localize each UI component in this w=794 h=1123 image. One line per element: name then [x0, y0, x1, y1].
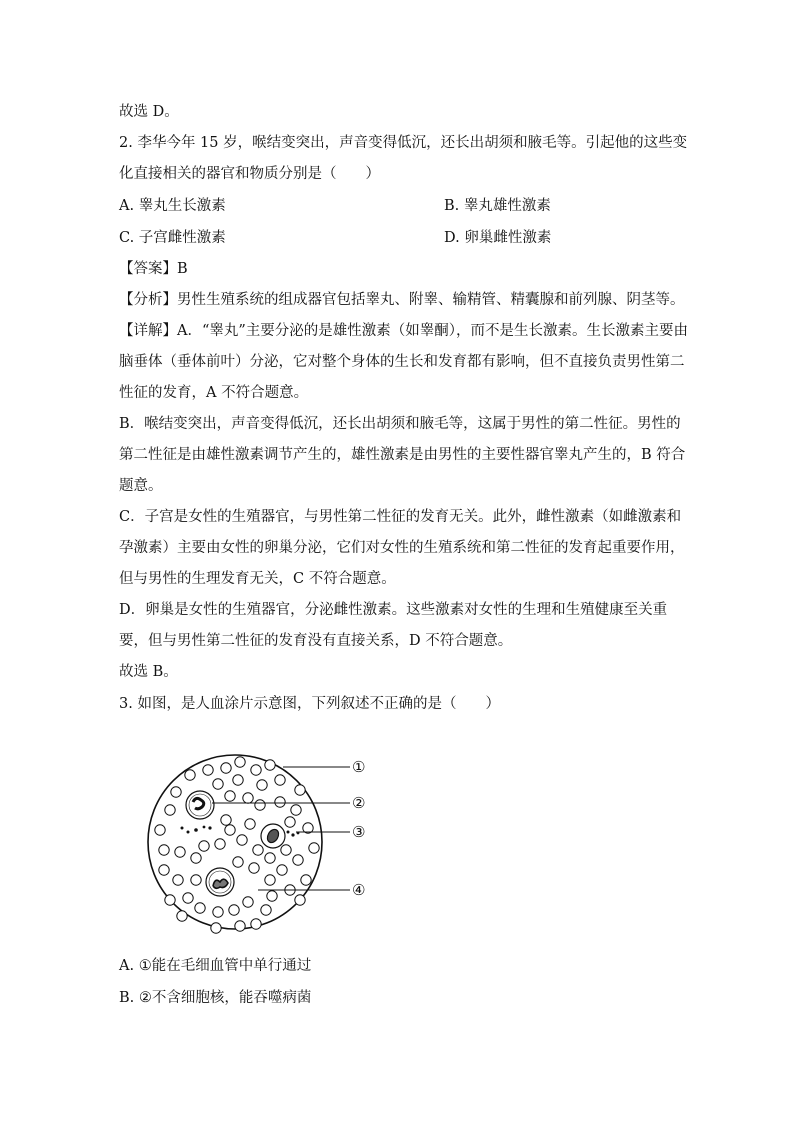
red-blood-cell — [159, 865, 169, 875]
red-blood-cell — [275, 775, 285, 785]
red-blood-cell — [261, 905, 271, 915]
q2-option-a: A. 睾丸生长激素 — [119, 198, 226, 214]
q2-option-d: D. 卵巢雌性激素 — [444, 230, 552, 246]
blood-smear-diagram — [130, 740, 390, 940]
red-blood-cell — [245, 819, 255, 829]
red-blood-cell — [213, 907, 223, 917]
q2-detail-line: D．卵巢是女性的生殖器官，分泌雌性激素。这些激素对女性的生理和生殖健康至关重 — [119, 602, 668, 618]
red-blood-cell — [191, 853, 201, 863]
red-blood-cell — [285, 817, 295, 827]
q2-analysis: 【分析】男性生殖系统的组成器官包括睾丸、附睾、输精管、精囊腺和前列腺、阴茎等。 — [119, 292, 685, 308]
red-blood-cell — [295, 895, 305, 905]
red-blood-cell — [255, 800, 265, 810]
red-blood-cell — [173, 875, 183, 885]
red-blood-cell — [165, 895, 175, 905]
q2-detail-line: 孕激素）主要由女性的卵巢分泌，它们对女性的生殖系统和第二性征的发育起重要作用， — [119, 540, 685, 556]
red-blood-cell — [301, 875, 311, 885]
red-blood-cell — [265, 875, 275, 885]
figure-label-3: ③ — [352, 823, 366, 841]
q2-option-c: C. 子宫雌性激素 — [119, 230, 226, 246]
red-blood-cell — [233, 857, 243, 867]
red-blood-cell — [211, 923, 221, 933]
red-blood-cell — [253, 845, 263, 855]
q2-detail-line: 第二性征是由雄性激素调节产生的，雄性激素是由男性的主要性器官睾丸产生的，B 符合 — [119, 447, 686, 463]
red-blood-cell — [267, 891, 277, 901]
red-blood-cell — [225, 791, 235, 801]
red-blood-cell — [195, 903, 205, 913]
q2-detail-line: C．子宫是女性的生殖器官，与男性第二性征的发育无关。此外，雌性激素（如雌激素和 — [119, 509, 682, 525]
red-blood-cell — [191, 875, 201, 885]
white-blood-cell-upper — [186, 791, 214, 819]
red-blood-cell — [237, 835, 247, 845]
white-blood-cell-lower — [206, 868, 234, 896]
q1-conclusion: 故选 D。 — [119, 104, 179, 120]
red-blood-cell — [309, 843, 319, 853]
red-blood-cell — [215, 839, 225, 849]
q3-option-a: A. ①能在毛细血管中单行通过 — [119, 958, 312, 974]
red-blood-cell — [275, 797, 285, 807]
red-blood-cell — [295, 785, 305, 795]
red-blood-cell — [243, 793, 253, 803]
white-blood-cell-middle — [261, 824, 285, 848]
q3-stem: 3. 如图，是人血涂片示意图，下列叙述不正确的是（ ） — [119, 696, 500, 712]
red-blood-cell — [165, 805, 175, 815]
red-blood-cells — [155, 757, 319, 933]
red-blood-cell — [281, 845, 291, 855]
red-blood-cell — [251, 919, 261, 929]
red-blood-cell — [221, 815, 231, 825]
figure-label-2: ② — [352, 794, 366, 812]
red-blood-cell — [277, 865, 287, 875]
red-blood-cell — [177, 911, 187, 921]
q2-detail-line: 要，但与男性第二性征的发育没有直接关系，D 不符合题意。 — [119, 633, 513, 649]
q2-stem-line2: 化直接相关的器官和物质分别是（ ） — [119, 166, 380, 182]
red-blood-cell — [265, 760, 275, 770]
q2-detail-line: 脑垂体（垂体前叶）分泌，它对整个身体的生长和发育都有影响，但不直接负责男性第二 — [119, 354, 685, 370]
red-blood-cell — [291, 805, 301, 815]
red-blood-cell — [199, 841, 209, 851]
q2-detail-line: 但与男性的生理发育无关，C 不符合题意。 — [119, 571, 396, 587]
q2-stem-line1: 2. 李华今年 15 岁，喉结变突出，声音变得低沉，还长出胡须和腋毛等。引起他的这些变 — [119, 135, 688, 151]
red-blood-cell — [243, 897, 253, 907]
q2-conclusion: 故选 B。 — [119, 664, 178, 680]
red-blood-cell — [235, 757, 245, 767]
figure-label-1: ① — [352, 758, 366, 776]
red-blood-cell — [251, 765, 261, 775]
q3-option-b: B. ②不含细胞核，能吞噬病菌 — [119, 990, 312, 1006]
red-blood-cell — [185, 770, 195, 780]
red-blood-cell — [235, 921, 245, 931]
red-blood-cell — [221, 763, 231, 773]
red-blood-cell — [229, 905, 239, 915]
red-blood-cell — [249, 863, 259, 873]
q2-option-b: B. 睾丸雄性激素 — [444, 198, 551, 214]
red-blood-cell — [159, 845, 169, 855]
red-blood-cell — [155, 825, 165, 835]
figure-label-4: ④ — [352, 881, 366, 899]
q2-detail-line: 性征的发育，A 不符合题意。 — [119, 385, 309, 401]
red-blood-cell — [257, 780, 267, 790]
q2-detail-line: 【详解】A．“睾丸”主要分泌的是雄性激素（如睾酮），而不是生长激素。生长激素主要由 — [119, 323, 689, 339]
red-blood-cell — [175, 847, 185, 857]
q2-detail-line: B．喉结变突出，声音变得低沉，还长出胡须和腋毛等，这属于男性的第二性征。男性的 — [119, 416, 681, 432]
red-blood-cell — [265, 853, 275, 863]
q2-detail-line: 题意。 — [119, 478, 163, 494]
red-blood-cell — [183, 893, 193, 903]
red-blood-cell — [213, 779, 223, 789]
red-blood-cell — [233, 775, 243, 785]
red-blood-cell — [171, 787, 181, 797]
q2-answer: 【答案】B — [119, 261, 188, 277]
blood-smear-figure — [130, 740, 390, 940]
red-blood-cell — [225, 825, 235, 835]
red-blood-cell — [203, 765, 213, 775]
red-blood-cell — [293, 855, 303, 865]
